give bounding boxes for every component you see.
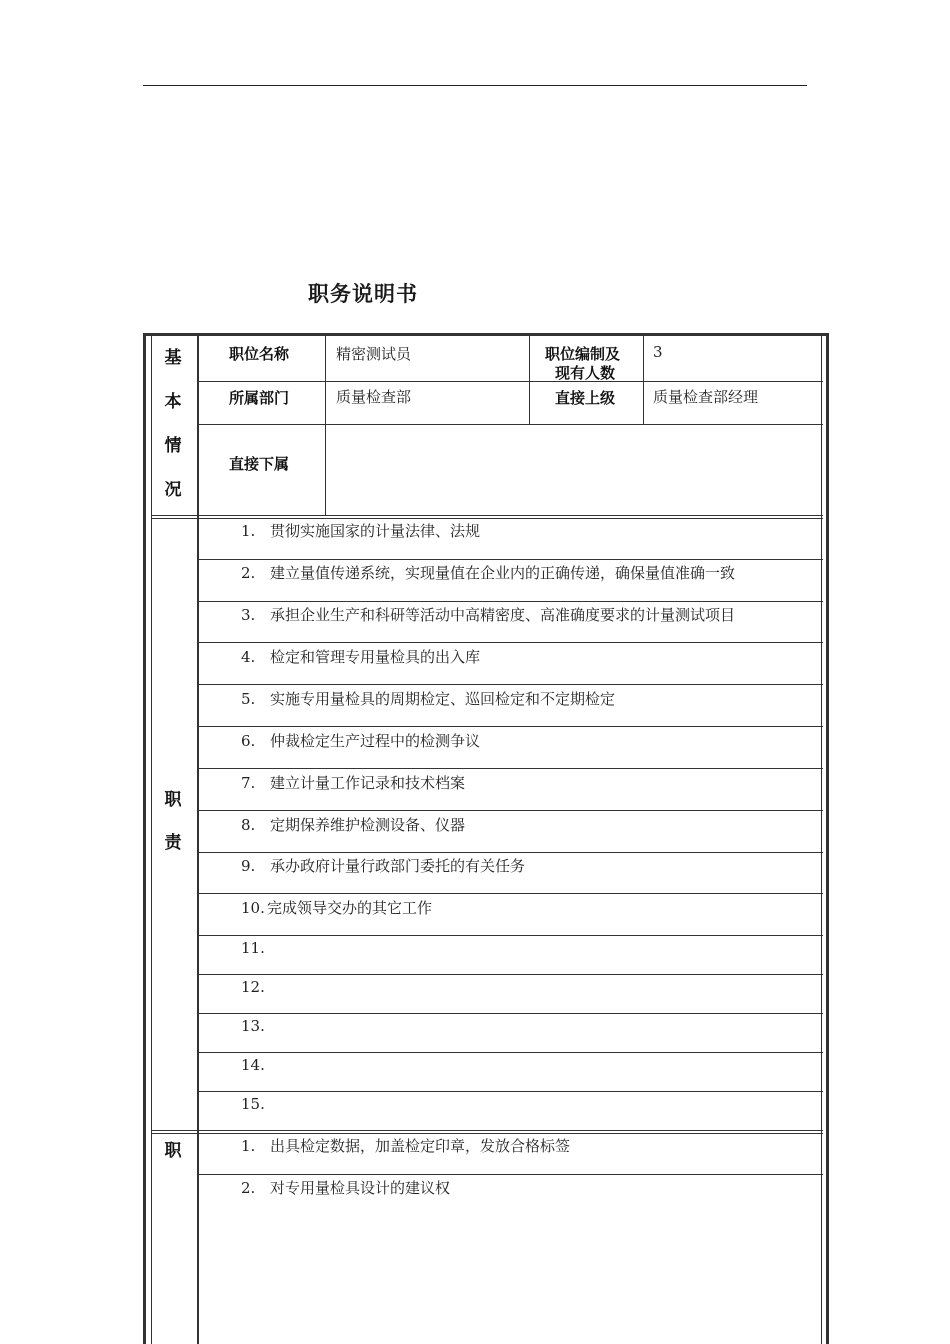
duty-item bbox=[241, 604, 735, 625]
duty-item-number: 3. bbox=[241, 606, 256, 624]
duty-item-text: 完成领导交办的其它工作 bbox=[267, 899, 433, 917]
duty-item bbox=[241, 688, 615, 709]
grid-line bbox=[199, 810, 823, 811]
position-name-label: 职位名称 bbox=[229, 345, 290, 363]
grid-line bbox=[199, 935, 823, 936]
section-label-basic-3: 情 bbox=[164, 436, 182, 456]
grid-line bbox=[151, 1133, 823, 1134]
duty-item-number: 13. bbox=[241, 1017, 265, 1035]
grid-line bbox=[199, 601, 823, 602]
grid-line bbox=[151, 1130, 823, 1131]
grid-line bbox=[325, 336, 326, 516]
duty-item-text: 建立量值传递系统，实现量值在企业内的正确传递，确保量值准确一致 bbox=[270, 564, 736, 582]
section-label-duties-2: 责 bbox=[164, 833, 182, 853]
authority-item-text: 对专用量检具设计的建议权 bbox=[270, 1179, 451, 1197]
duty-item bbox=[241, 562, 735, 583]
grid-line bbox=[199, 1091, 823, 1092]
authority-item-number: 2. bbox=[241, 1179, 256, 1197]
grid-line bbox=[151, 518, 823, 519]
duty-item-number: 10. bbox=[241, 899, 265, 917]
duty-item bbox=[241, 814, 465, 835]
duty-item-number: 1. bbox=[241, 522, 256, 540]
grid-line bbox=[199, 726, 823, 727]
section-label-basic-4: 况 bbox=[164, 480, 182, 500]
department-value: 质量检查部 bbox=[336, 388, 412, 406]
department-label: 所属部门 bbox=[229, 389, 290, 407]
duty-item-number: 12. bbox=[241, 978, 265, 996]
duty-item-number: 15. bbox=[241, 1095, 265, 1113]
section-label-basic-2: 本 bbox=[164, 392, 182, 412]
header-rule bbox=[143, 85, 807, 86]
authority-item-number: 1. bbox=[241, 1137, 256, 1155]
supervisor-label: 直接上级 bbox=[555, 389, 616, 407]
grid-line bbox=[199, 1052, 823, 1053]
grid-line bbox=[199, 1013, 823, 1014]
duty-item bbox=[241, 855, 525, 876]
duty-item bbox=[241, 1095, 270, 1113]
headcount-value: 3 bbox=[653, 343, 663, 361]
grid-line bbox=[199, 893, 823, 894]
duty-item bbox=[241, 939, 270, 957]
grid-line bbox=[199, 768, 823, 769]
duty-item-text: 检定和管理专用量检具的出入库 bbox=[270, 648, 481, 666]
duty-item-number: 11. bbox=[241, 939, 265, 957]
duty-item-text: 实施专用量检具的周期检定、巡回检定和不定期检定 bbox=[270, 690, 616, 708]
authority-item bbox=[241, 1177, 450, 1198]
grid-line bbox=[151, 515, 823, 516]
authority-item-text: 出具检定数据，加盖检定印章，发放合格标签 bbox=[270, 1137, 571, 1155]
duty-item-number: 5. bbox=[241, 690, 256, 708]
duty-item bbox=[241, 730, 480, 751]
duty-item bbox=[241, 1017, 270, 1035]
duty-item-text: 仲裁检定生产过程中的检测争议 bbox=[270, 732, 481, 750]
duty-item-number: 14. bbox=[241, 1056, 265, 1074]
grid-line bbox=[199, 559, 823, 560]
grid-line bbox=[199, 852, 823, 853]
duty-item-number: 8. bbox=[241, 816, 256, 834]
duty-item-text: 定期保养维护检测设备、仪器 bbox=[270, 816, 466, 834]
grid-line bbox=[199, 381, 823, 382]
duty-item-text: 承担企业生产和科研等活动中高精密度、高准确度要求的计量测试项目 bbox=[270, 606, 736, 624]
duty-item-text: 承办政府计量行政部门委托的有关任务 bbox=[270, 857, 526, 875]
duty-item bbox=[241, 772, 465, 793]
authority-item bbox=[241, 1135, 570, 1156]
supervisor-value: 质量检查部经理 bbox=[653, 388, 759, 406]
duty-item bbox=[241, 646, 480, 667]
headcount-label-line1: 职位编制及 bbox=[545, 345, 621, 363]
duty-item-number: 7. bbox=[241, 774, 256, 792]
grid-line bbox=[199, 974, 823, 975]
duty-item bbox=[241, 897, 432, 918]
duty-item-number: 6. bbox=[241, 732, 256, 750]
position-name-value: 精密测试员 bbox=[336, 345, 412, 363]
section-label-duties-1: 职 bbox=[164, 790, 182, 810]
section-label-basic-1: 基 bbox=[164, 348, 182, 368]
duty-item-number: 2. bbox=[241, 564, 256, 582]
grid-line bbox=[199, 424, 823, 425]
duty-item-text: 建立计量工作记录和技术档案 bbox=[270, 774, 466, 792]
headcount-label-line2: 现有人数 bbox=[555, 364, 616, 382]
duty-item-text: 贯彻实施国家的计量法律、法规 bbox=[270, 522, 481, 540]
duty-item bbox=[241, 978, 270, 996]
grid-line bbox=[199, 684, 823, 685]
duty-item bbox=[241, 520, 480, 541]
duty-item-number: 4. bbox=[241, 648, 256, 666]
grid-line bbox=[199, 1174, 823, 1175]
duty-item bbox=[241, 1056, 270, 1074]
section-label-authority: 职 bbox=[164, 1141, 182, 1161]
subordinate-label: 直接下属 bbox=[229, 455, 290, 473]
duty-item-number: 9. bbox=[241, 857, 256, 875]
frame-inner-right-line bbox=[821, 336, 822, 1344]
grid-line bbox=[199, 642, 823, 643]
document-title: 职务说明书 bbox=[308, 282, 418, 306]
